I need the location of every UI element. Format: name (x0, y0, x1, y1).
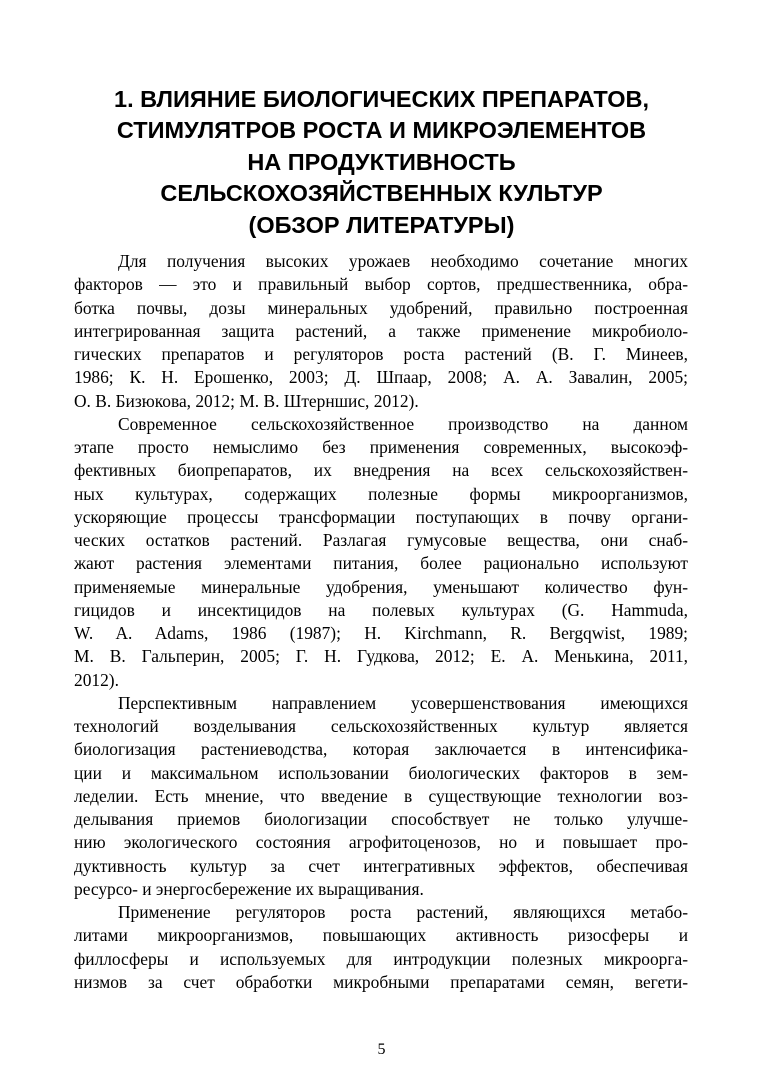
title-line: НА ПРОДУКТИВНОСТЬ (247, 148, 516, 175)
text-line: Перспективным направлением усовершенствования имеющихся (118, 692, 688, 713)
text-line: литами микроорганизмов, повышающих активность ризосферы и (74, 925, 688, 946)
text-line: технологий возделывания сельскохозяйственных культур является (74, 716, 688, 736)
text-line: М. В. Гальперин, 2005; Г. Н. Гудкова, 2012; Е. А. Менькина, 2011, (74, 646, 688, 667)
text-line: ции и максимальном использовании биологических факторов в зем- (74, 762, 688, 783)
text-line: ускоряющие процессы трансформации поступающих в почву органи- (74, 506, 688, 527)
text-line: ресурсо- и энергосбережение их выращивания. (74, 878, 424, 899)
text-line: ботка почвы, дозы минеральных удобрений, правильно построенная (74, 297, 688, 318)
text-line: 1986; К. Н. Ерошенко, 2003; Д. Шпаар, 2008; А. А. Завалин, 2005; (74, 367, 688, 388)
text-line: интегрированная защита растений, а также применение микробиоло- (74, 320, 688, 341)
paragraph (74, 250, 688, 413)
text-line: Применение регуляторов роста растений, являющихся метабо- (118, 902, 688, 922)
text-line: ных культурах, содержащих полезные формы микроорганизмов, (74, 483, 688, 504)
text-line: факторов — это и правильный выбор сортов, предшественника, обра- (74, 274, 688, 295)
text-line: применяемые минеральные удобрения, уменьшают количество фун- (74, 576, 688, 597)
title-line: 1. ВЛИЯНИЕ БИОЛОГИЧЕСКИХ ПРЕПАРАТОВ, (114, 86, 649, 112)
text-line: низмов за счет обработки микробными препаратами семян, вегети- (74, 971, 688, 992)
text-line: биологизация растениеводства, которая заключается в интенсифика- (74, 739, 688, 760)
text-line: О. В. Бизюкова, 2012; М. В. Штерншис, 2012). (74, 390, 419, 411)
paragraph (74, 413, 688, 692)
text-line: гических препаратов и регуляторов роста растений (В. Г. Минеев, (74, 344, 688, 364)
chapter-title (60, 84, 703, 241)
text-line: ческих остатков растений. Разлагая гумусовые вещества, они снаб- (74, 530, 688, 550)
title-line: СТИМУЛЯТРОВ РОСТА И МИКРОЭЛЕМЕНТОВ (116, 117, 647, 144)
paragraph (74, 692, 688, 901)
text-line: филлосферы и используемых для интродукции полезных микроорга- (74, 948, 688, 969)
text-line: W. A. Adams, 1986 (1987); H. Kirchmann, R. Bergqwist, 1989; (74, 623, 688, 643)
text-line: делывания приемов биологизации способствует не только улучше- (74, 809, 688, 829)
text-line: фективных биопрепаратов, их внедрения на всех сельскохозяйствен- (74, 460, 688, 481)
body-text (74, 250, 688, 994)
paragraph (74, 901, 688, 994)
text-line: жают растения элементами питания, более рационально используют (74, 553, 688, 574)
text-line: 2012). (74, 669, 119, 690)
text-line: этапе просто немыслимо без применения современных, высокоэф- (74, 437, 688, 457)
text-line: леделии. Есть мнение, что введение в существующие технологии воз- (74, 785, 688, 806)
text-line: гицидов и инсектицидов на полевых культурах (G. Hammuda, (74, 599, 688, 620)
page-number: 5 (377, 1041, 386, 1058)
text-line: нию экологического состояния агрофитоценозов, но и повышает про- (74, 832, 688, 853)
title-line: СЕЛЬСКОХОЗЯЙСТВЕННЫХ КУЛЬТУР (160, 180, 603, 207)
text-line: дуктивность культур за счет интегративных эффектов, обеспечивая (74, 855, 688, 876)
text-line: Для получения высоких урожаев необходимо сочетание многих (118, 251, 688, 271)
text-line: Современное сельскохозяйственное производство на данном (118, 413, 688, 434)
title-line: (ОБЗОР ЛИТЕРАТУРЫ) (248, 211, 515, 238)
